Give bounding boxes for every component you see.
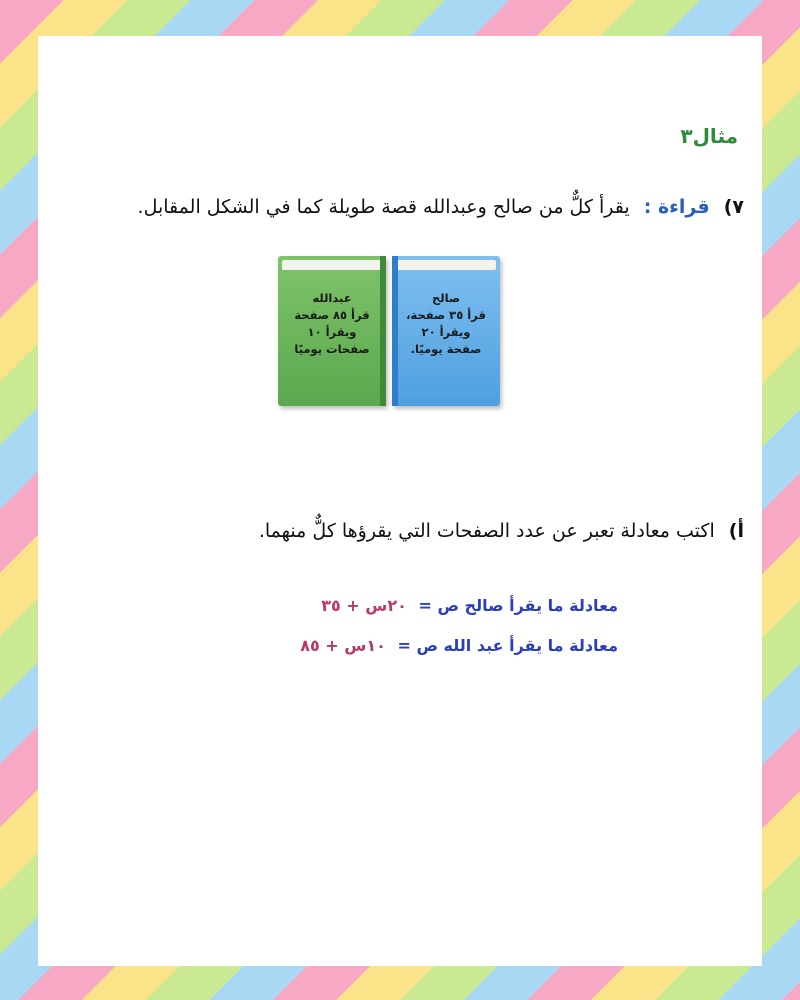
saleh-line-2: قرأ ٣٥ صفحة،	[406, 308, 486, 322]
equation-saleh	[321, 596, 618, 615]
book-spine	[380, 256, 386, 406]
example-title: مثال٣	[680, 124, 738, 148]
equation-abdullah-rhs: ١٠س + ٨٥	[300, 636, 386, 655]
abdullah-book-text	[284, 290, 380, 358]
abdullah-line-3: ويقرأ ١٠	[307, 325, 357, 339]
abdullah-line-2: قرأ ٨٥ صفحة	[294, 308, 370, 322]
book-pages	[282, 260, 382, 270]
equation-abdullah	[300, 636, 618, 655]
equation-abdullah-lhs: معادلة ما يقرأ عبد الله ص =	[397, 636, 618, 655]
abdullah-book	[278, 256, 386, 406]
worksheet-page	[38, 36, 762, 966]
abdullah-line-4: صفحات يوميًا	[294, 342, 370, 356]
part-a-text: اكتب معادلة تعبر عن عدد الصفحات التي يقرؤها كلٌّ منهما.	[258, 520, 715, 542]
saleh-line-3: ويقرأ ٢٠	[421, 325, 471, 339]
question-7	[138, 196, 744, 218]
books-illustration	[272, 256, 506, 414]
question-text: يقرأ كلٌّ من صالح وعبدالله قصة طويلة كما في الشكل المقابل.	[137, 196, 630, 218]
part-a-label: أ)	[728, 520, 744, 542]
abdullah-line-1: عبدالله	[312, 291, 352, 305]
equation-saleh-rhs: ٢٠س + ٣٥	[321, 596, 407, 615]
book-pages	[396, 260, 496, 270]
part-a-instruction	[259, 520, 744, 542]
saleh-book-text	[398, 290, 494, 358]
saleh-line-1: صالح	[431, 291, 461, 305]
saleh-line-4: صفحة يوميًا.	[410, 342, 482, 356]
question-number: ٧)	[723, 196, 744, 218]
equation-saleh-lhs: معادلة ما يقرأ صالح ص =	[418, 596, 618, 615]
saleh-book	[392, 256, 500, 406]
question-tag: قراءة :	[643, 196, 710, 218]
